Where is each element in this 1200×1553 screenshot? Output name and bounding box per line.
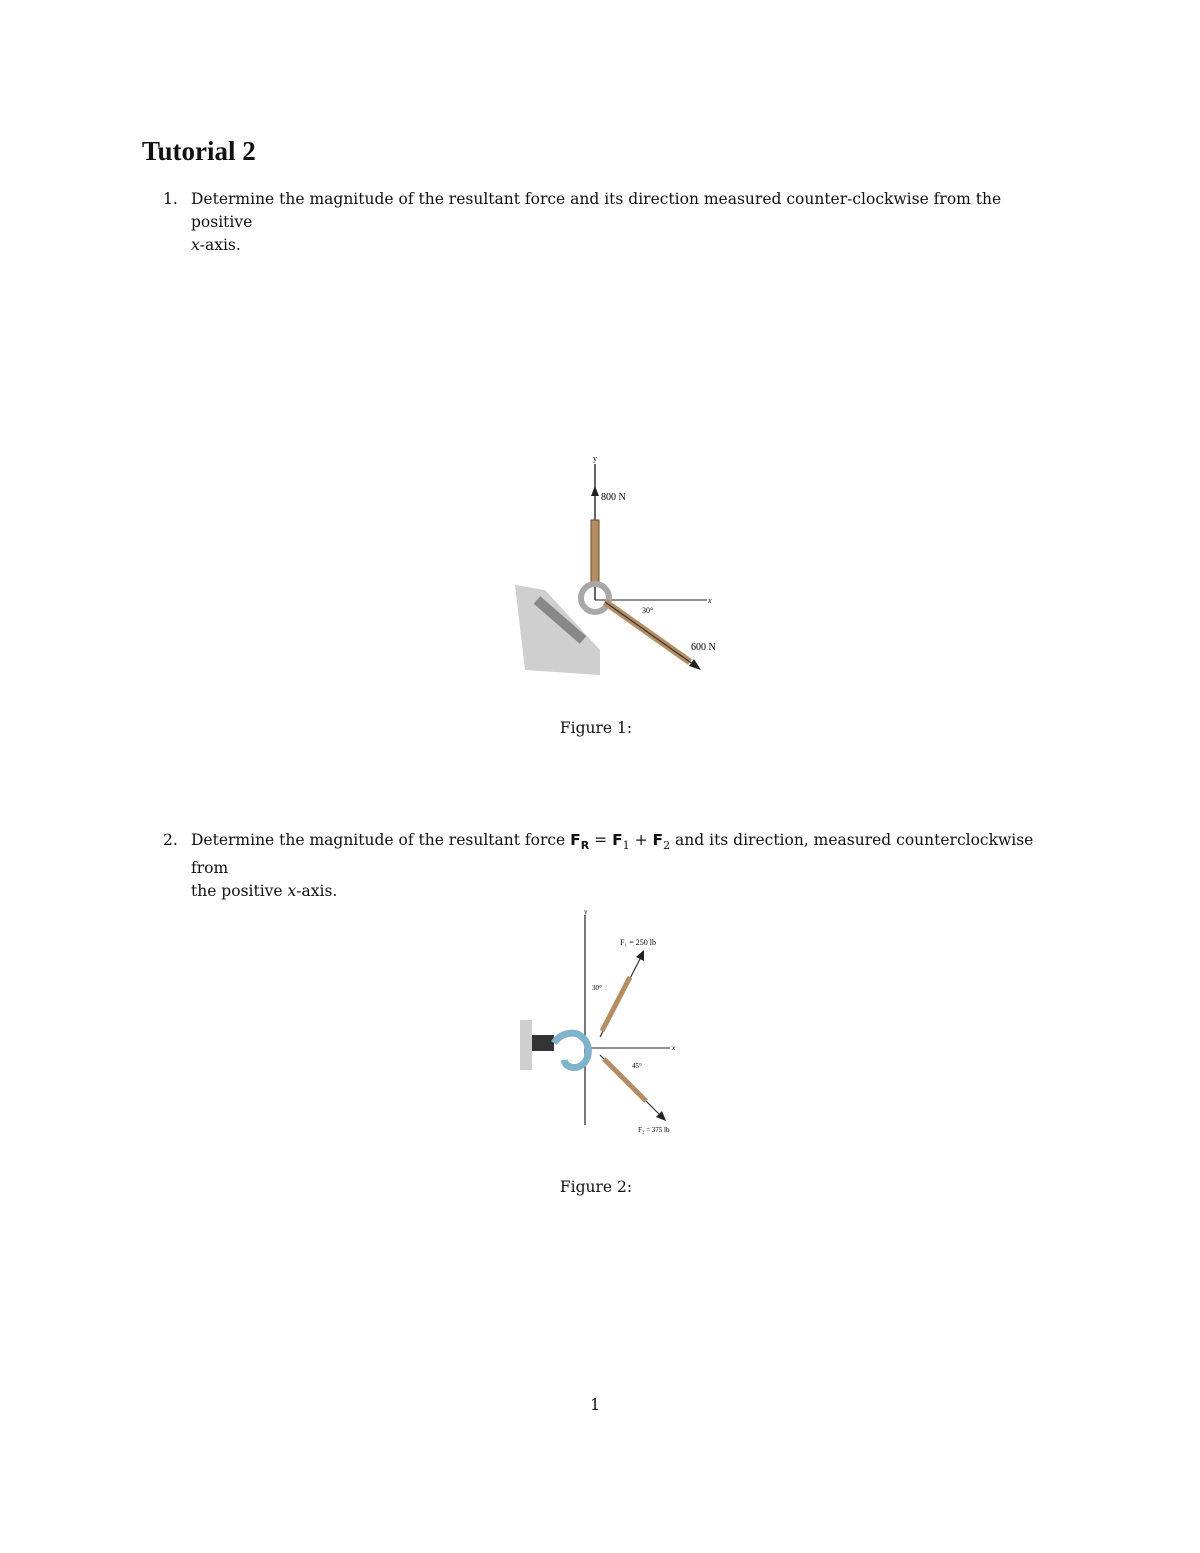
y-axis-label: y [584,908,588,916]
page-number: 1 [590,1396,600,1414]
rope-1 [602,977,630,1031]
question-number: 1. [163,190,178,208]
x-axis-label: x [672,1044,676,1052]
wall-shape [515,585,600,675]
wall-shape [520,1020,532,1070]
x-axis-label: x [708,596,712,605]
figure-2-diagram [520,905,720,1145]
question-text: Determine the magnitude of the resultant force $F_R = F_1 + F_2$ and its direction, measured counterclockwise from the positive x-axis. [191,831,1034,901]
rope-up [591,520,599,582]
angle-1-label: 30° [592,984,602,992]
force-1-label: F₁ = 250 lb [620,938,656,947]
figure-2-caption: Figure 2: [559,1178,633,1196]
question-text: Determine the magnitude of the resultant force and its direction measured counter-clockwise from the positive x-axis. [191,190,1002,254]
figure-1-caption: Figure 1: [559,719,633,737]
angle-label: 30° [642,606,654,615]
angle-2-label: 45° [632,1062,642,1070]
force-2-label: F₂ = 375 lb [638,1126,670,1134]
page-title: Tutorial 2 [142,136,256,166]
hook [554,1033,588,1067]
y-axis-label: y [593,454,597,463]
figure-1-diagram [505,450,735,680]
force-800-label: 800 N [601,492,626,503]
question-number: 2. [163,831,178,849]
question-2 [163,829,1063,903]
arrow-up-icon [591,486,599,496]
screw-thread [532,1035,554,1051]
question-1 [163,188,1063,257]
force-600-label: 600 N [691,642,716,653]
